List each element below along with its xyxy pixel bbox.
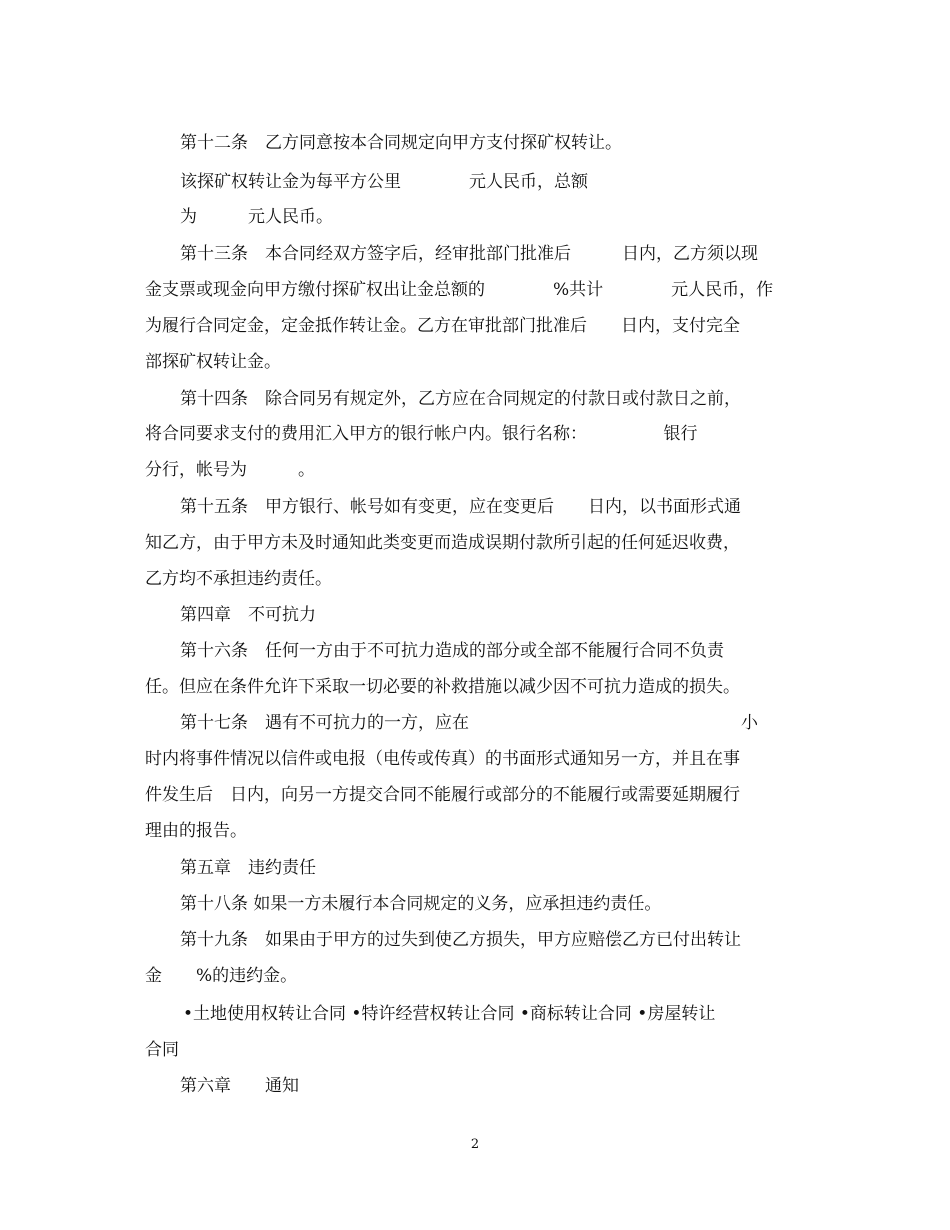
article-17-line-3: 件发生后 日内，向另一方提交合同不能履行或部分的不能履行或需要延期履行 xyxy=(145,785,740,805)
chapter-4-heading: 第四章 不可抗力 xyxy=(180,605,316,625)
article-15-line-2: 知乙方，由于甲方未及时通知此类变更而造成误期付款所引起的任何延迟收费， xyxy=(145,533,740,553)
article-13-line-4: 部探矿权转让金。 xyxy=(145,352,281,372)
article-16-line-1: 第十六条 任何一方由于不可抗力造成的部分或全部不能履行合同不负责 xyxy=(180,641,724,661)
article-12-line-2: 该探矿权转让金为每平方公里 元人民币，总额 xyxy=(180,172,588,192)
article-15-line-1: 第十五条 甲方银行、帐号如有变更，应在变更后 日内，以书面形式通 xyxy=(180,497,741,517)
article-12-line-3: 为 元人民币。 xyxy=(180,207,333,227)
article-15-line-3: 乙方均不承担违约责任。 xyxy=(145,569,332,589)
article-13-line-2: 金支票或现金向甲方缴付探矿权出让金总额的 %共计 元人民币，作 xyxy=(145,280,774,300)
related-links-line-2: 合同 xyxy=(145,1040,179,1060)
article-14-line-3: 分行，帐号为 。 xyxy=(145,460,315,480)
article-12-line-1: 第十二条 乙方同意按本合同规定向甲方支付探矿权转让。 xyxy=(180,133,622,153)
article-17-line-2: 时内将事件情况以信件或电报（电传或传真）的书面形式通知另一方，并且在事 xyxy=(145,749,740,769)
page-number: 2 xyxy=(470,1137,480,1152)
chapter-6-heading: 第六章 通知 xyxy=(180,1076,299,1096)
article-13-line-1: 第十三条 本合同经双方签字后，经审批部门批准后 日内，乙方须以现 xyxy=(180,244,758,264)
article-14-line-2: 将合同要求支付的费用汇入甲方的银行帐户内。银行名称： 银行 xyxy=(145,424,698,444)
article-18-line-1: 第十八条 如果一方未履行本合同规定的义务，应承担违约责任。 xyxy=(180,894,662,914)
related-links-line-1: •土地使用权转让合同 •特许经营权转让合同 •商标转让合同 •房屋转让 xyxy=(183,1004,716,1024)
article-17-line-1: 第十七条 遇有不可抗力的一方，应在 小 xyxy=(180,713,758,733)
article-19-line-2: 金 %的违约金。 xyxy=(145,966,298,986)
article-14-line-1: 第十四条 除合同另有规定外，乙方应在合同规定的付款日或付款日之前， xyxy=(180,389,741,409)
article-17-line-4: 理由的报告。 xyxy=(145,821,247,841)
article-19-line-1: 第十九条 如果由于甲方的过失到使乙方损失，甲方应赔偿乙方已付出转让 xyxy=(180,930,741,950)
chapter-5-heading: 第五章 违约责任 xyxy=(180,858,316,878)
article-16-line-2: 任。但应在条件允许下采取一切必要的补救措施以减少因不可抗力造成的损失。 xyxy=(145,677,740,697)
article-13-line-3: 为履行合同定金，定金抵作转让金。乙方在审批部门批准后 日内，支付完全 xyxy=(145,316,740,336)
